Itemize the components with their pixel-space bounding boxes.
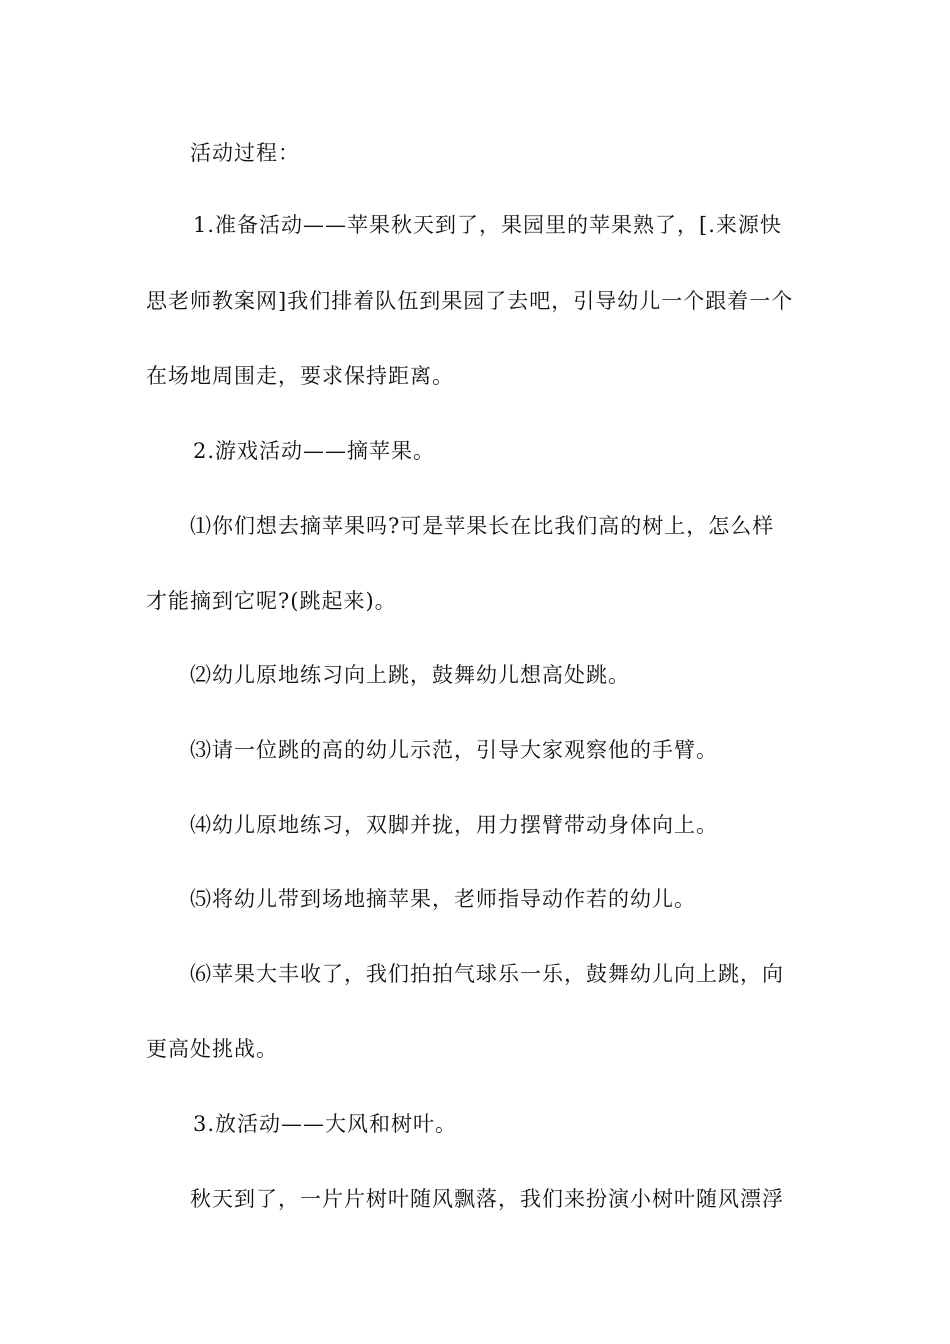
- paragraph-line: ⑶请一位跳的高的幼儿示范，引导大家观察他的手臂。: [190, 738, 718, 762]
- paragraph-line: ⑷幼儿原地练习，双脚并拢，用力摆臂带动身体向上。: [190, 813, 718, 837]
- paragraph-line: ⑸将幼儿带到场地摘苹果，老师指导动作若的幼儿。: [190, 887, 696, 911]
- paragraph-line: ⑴你们想去摘苹果吗?可是苹果长在比我们高的树上，怎么样: [190, 514, 775, 538]
- paragraph-line: 在场地周围走，要求保持距离。: [146, 364, 454, 388]
- heading-activity-process: 活动过程：: [190, 141, 300, 165]
- section-heading: 2.游戏活动——摘苹果。: [193, 439, 436, 463]
- paragraph-line: ⑵幼儿原地练习向上跳，鼓舞幼儿想高处跳。: [190, 663, 630, 687]
- paragraph-line: ⑹苹果大丰收了，我们拍拍气球乐一乐，鼓舞幼儿向上跳，向: [190, 962, 784, 986]
- paragraph-line: 才能摘到它呢?(跳起来)。: [146, 589, 397, 613]
- paragraph-line: 更高处挑战。: [146, 1037, 278, 1061]
- paragraph-line: 1.准备活动——苹果秋天到了，果园里的苹果熟了，[.来源快: [193, 213, 782, 237]
- paragraph-line: 思老师教案网]我们排着队伍到果园了去吧，引导幼儿一个跟着一个: [146, 289, 794, 313]
- section-heading: 3.放活动——大风和树叶。: [193, 1112, 458, 1136]
- paragraph-line: 秋天到了，一片片树叶随风飘落，我们来扮演小树叶随风漂浮: [190, 1187, 784, 1211]
